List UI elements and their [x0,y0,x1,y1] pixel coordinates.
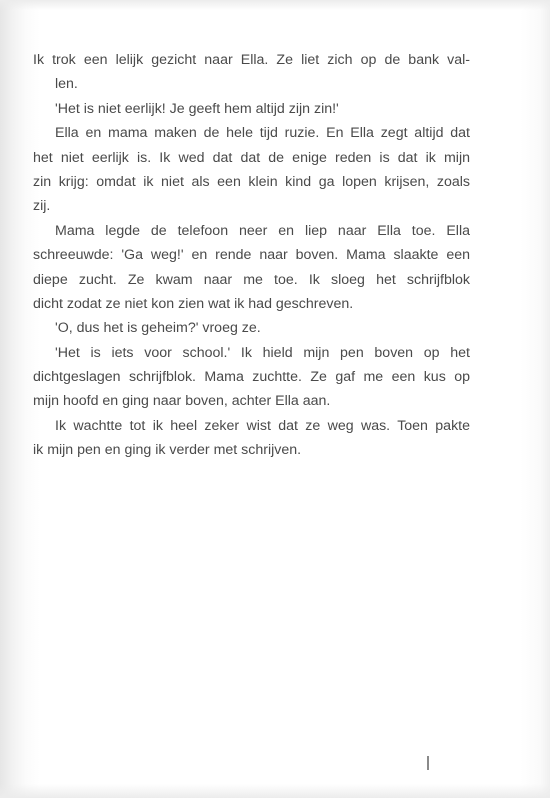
text-line: len. [55,76,78,93]
text-line: dichtgeslagen schrijfblok. Mama zuchtte. Ze gaf me een kus op [33,369,470,386]
page-top-shadow [0,0,550,10]
text-line: schreeuwde: 'Ga weg!' en rende naar boven. Mama slaakte een [33,247,470,264]
text-line: Mama legde de telefoon neer en liep naar Ella toe. Ella [55,222,470,239]
text-line: 'O, dus het is geheim?' vroeg ze. [55,320,261,337]
page-bottom-shadow [0,784,550,798]
text-line: Ella en mama maken de hele tijd ruzie. En Ella zegt altijd dat [55,125,470,142]
text-line: 'Het is niet eerlijk! Je geeft hem altijd zijn zin!' [55,100,339,117]
body-text [33,48,470,463]
text-line: zin krijg: omdat ik niet als een klein kind ga lopen krijsen, zoals [33,173,470,190]
text-line: dicht zodat ze niet kon zien wat ik had geschreven. [33,295,354,312]
text-line: 'Het is iets voor school.' Ik hield mijn pen boven op het [55,344,470,361]
text-line: zij. [33,198,51,215]
text-line: ik mijn pen en ging ik verder met schrijven. [33,442,302,459]
text-line: Ik wachtte tot ik heel zeker wist dat ze weg was. Toen pakte [55,417,470,434]
text-line: mijn hoofd en ging naar boven, achter Ella aan. [33,393,331,410]
page-edge-mark [427,756,429,770]
text-line: diepe zucht. Ze kwam naar me toe. Ik sloeg het schrijfblok [33,271,470,288]
text-line: Ik trok een lelijk gezicht naar Ella. Ze liet zich op de bank val- [33,52,470,68]
text-line: het niet eerlijk is. Ik wed dat dat de enige reden is dat ik mijn [33,149,470,166]
